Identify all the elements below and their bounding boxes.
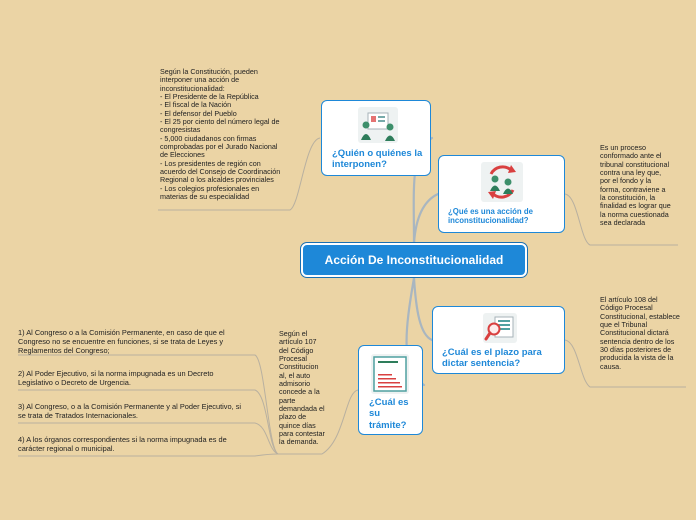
list-item: 3) Al Congreso, o a la Comisión Permanente y al Poder Ejecutivo, si se trata de Tratados Internacionales. bbox=[18, 402, 242, 420]
topic-tramite[interactable] bbox=[358, 345, 423, 435]
topic-que-label: ¿Qué es una acción de inconstitucionalidad? bbox=[448, 207, 533, 226]
people-document-icon bbox=[358, 107, 398, 148]
topic-plazo-note: El artículo 108 del Código Procesal Constitucional, establece que el Tribunal Constitucional dictará sentencia dentro de los 30 días posteriores de producida la vista de la causa. bbox=[600, 295, 680, 371]
central-topic[interactable] bbox=[301, 243, 527, 277]
list-item: 4) A los órganos correspondientes si la norma impugnada es de carácter regional o municipal. bbox=[18, 435, 227, 453]
topic-que-note: Es un proceso conformado ante el tribunal constitucional contra una ley que, por el fondo y la forma, contraviene a la constitución, la finalidad es lograr que la norma cuestionada sea declarada bbox=[600, 143, 671, 228]
list-item: 1) Al Congreso o a la Comisión Permanente, en caso de que el Congreso no se encuentre en funciones, si se trata de Leyes y Reglamentos del Congreso; bbox=[18, 328, 225, 355]
magnifier-document-icon bbox=[483, 313, 517, 348]
topic-quien-note: Según la Constitución, pueden interponer una acción de inconstitucionalidad: - El Presidente de la República - El fiscal de la Nación - El defensor del Pueblo - El 25 por ciento del número legal de congresistas - 5,000 ciudadanos con firmas comprobadas por el Jurado Nacional de Elecciones - Los presidentes de región con acuerdo del Consejo de Coordinación Regional o los alcaldes provinciales - Los colegios profesionales en materias de su especialidad bbox=[160, 67, 281, 202]
topic-tramite-label: ¿Cuál es su trámite? bbox=[369, 397, 409, 431]
document-list-icon bbox=[371, 354, 409, 399]
topic-quien[interactable] bbox=[321, 100, 431, 176]
central-topic-label: Acción De Inconstitucionalidad bbox=[324, 253, 504, 267]
topic-plazo[interactable] bbox=[432, 306, 565, 374]
topic-tramite-note: Según el artículo 107 del Código Procesal Constitucion al, el auto admisorio concede a la parte demandada el plazo de quince días para contestar la demanda. bbox=[279, 329, 325, 447]
topic-plazo-label: ¿Cuál es el plazo para dictar sentencia? bbox=[442, 347, 542, 370]
topic-que[interactable] bbox=[438, 155, 565, 233]
topic-quien-label: ¿Quién o quiénes la interponen? bbox=[332, 148, 423, 171]
people-cycle-icon bbox=[481, 162, 523, 207]
list-item: 2) Al Poder Ejecutivo, si la norma impugnada es un Decreto Legislativo o Decreto de Urgencia. bbox=[18, 369, 214, 387]
